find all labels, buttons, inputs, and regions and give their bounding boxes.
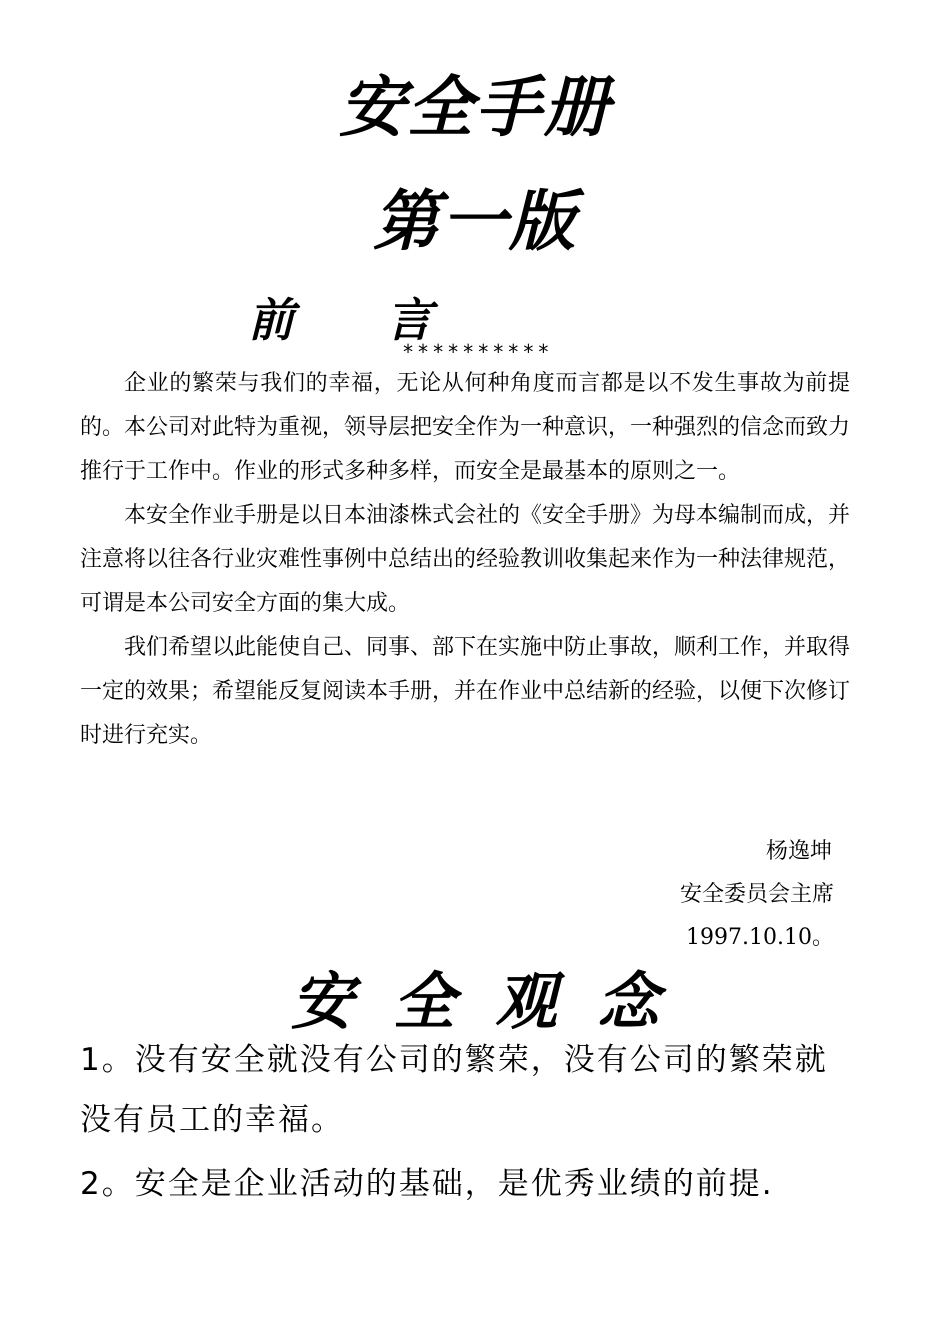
concept-item: 2。安全是企业活动的基础，是优秀业绩的前提. bbox=[80, 1166, 774, 1202]
preface-signature bbox=[680, 830, 834, 959]
concepts-list bbox=[80, 1030, 850, 1218]
document-edition: 第一版 bbox=[373, 183, 577, 260]
document-title: 安全手册 bbox=[339, 69, 611, 146]
concept-item: 1。没有安全就没有公司的繁荣，没有公司的繁荣就没有员工的幸福。 bbox=[80, 1042, 828, 1138]
preface-divider: ********** bbox=[402, 340, 553, 364]
preface-heading: 前言 bbox=[248, 293, 524, 347]
signature-name: 杨逸坤 bbox=[765, 839, 832, 864]
preface-paragraph: 本安全作业手册是以日本油漆株式会社的《安全手册》为母本编制而成，并注意将以往各行业灾难性事例中总结出的经验教训收集起来作为一种法律规范，可谓是本公司安全方面的集大成。 bbox=[80, 503, 851, 616]
signature-date: 1997.10.10。 bbox=[686, 925, 834, 950]
preface-paragraph: 企业的繁荣与我们的幸福，无论从何种角度而言都是以不发生事故为前提的。本公司对此特为重视，领导层把安全作为一种意识，一种强烈的信念而致力推行于工作中。作业的形式多种多样，而安全是最基本的原则之一。 bbox=[80, 371, 851, 484]
signature-position: 安全委员会主席 bbox=[679, 882, 834, 907]
preface-paragraph: 我们希望以此能使自己、同事、部下在实施中防止事故，顺利工作，并取得一定的效果；希望能反复阅读本手册，并在作业中总结新的经验，以便下次修订时进行充实。 bbox=[80, 635, 851, 748]
preface-body bbox=[80, 362, 850, 758]
concepts-heading: 安全观念 bbox=[290, 965, 699, 1038]
